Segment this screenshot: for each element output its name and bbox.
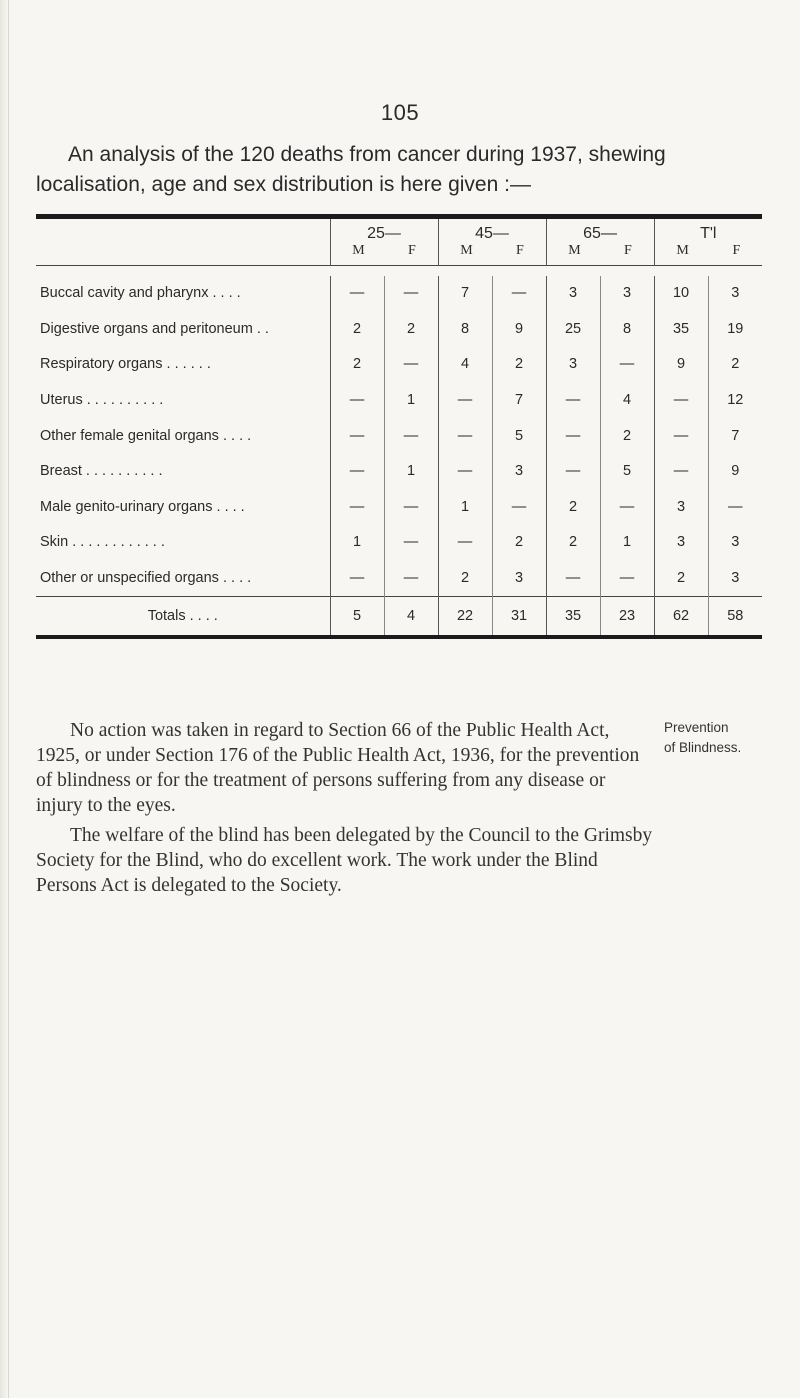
- cell: 12: [708, 382, 762, 418]
- group-header-65: [546, 219, 654, 266]
- group-label: 45—: [475, 225, 509, 242]
- totals-label: Totals . . . .: [147, 607, 218, 624]
- total-cell: 22: [438, 596, 492, 635]
- cell: 2: [438, 560, 492, 596]
- cell: 3: [708, 560, 762, 596]
- page-edge: [0, 0, 9, 1398]
- cell: 35: [654, 311, 708, 347]
- cell: 7: [438, 276, 492, 312]
- cell: —: [600, 347, 654, 383]
- sub-header-f: F: [408, 243, 416, 258]
- cell: —: [384, 347, 438, 383]
- cell: —: [384, 418, 438, 454]
- cell: —: [384, 525, 438, 561]
- cell: —: [438, 525, 492, 561]
- cell: —: [438, 382, 492, 418]
- cell: 3: [546, 347, 600, 383]
- group-header-45: [438, 219, 546, 266]
- cell: —: [492, 489, 546, 525]
- table-row: [36, 276, 762, 312]
- page-number: 105: [380, 100, 420, 125]
- cell: 3: [492, 560, 546, 596]
- table-bottom-rule: [36, 635, 762, 639]
- cell: —: [492, 276, 546, 312]
- table-row: [36, 347, 762, 383]
- cell: —: [546, 382, 600, 418]
- sub-header-f: F: [624, 243, 632, 258]
- cancer-deaths-table: [36, 214, 762, 639]
- cell: —: [330, 418, 384, 454]
- cell: 1: [384, 382, 438, 418]
- table-row: [36, 418, 762, 454]
- cell: —: [546, 418, 600, 454]
- cell: 8: [600, 311, 654, 347]
- intro-paragraph: An analysis of the 120 deaths from cancer during 1937, shewing localisation, age and sex distribution is here given :—: [36, 143, 666, 196]
- row-label: Digestive organs and peritoneum . .: [40, 320, 269, 337]
- group-header-25: [330, 219, 438, 266]
- cell: 4: [438, 347, 492, 383]
- cell: 2: [384, 311, 438, 347]
- total-cell: 35: [546, 596, 600, 635]
- row-label: Breast . . . . . . . . . .: [40, 463, 163, 480]
- row-label: Other or unspecified organs . . . .: [40, 570, 252, 587]
- cell: 3: [654, 489, 708, 525]
- cell: 2: [546, 525, 600, 561]
- cell: 3: [654, 525, 708, 561]
- cell: —: [384, 489, 438, 525]
- cell: —: [546, 453, 600, 489]
- total-cell: 31: [492, 596, 546, 635]
- cell: 9: [708, 453, 762, 489]
- table-row: [36, 382, 762, 418]
- cell: 2: [492, 347, 546, 383]
- cell: 19: [708, 311, 762, 347]
- cell: 7: [708, 418, 762, 454]
- cell: 2: [546, 489, 600, 525]
- sub-header-m: M: [352, 243, 365, 258]
- table-row: [36, 489, 762, 525]
- cell: 5: [600, 453, 654, 489]
- row-label: Skin . . . . . . . . . . . .: [40, 534, 165, 551]
- cell: 25: [546, 311, 600, 347]
- cell: 3: [546, 276, 600, 312]
- group-header-total: [654, 219, 762, 266]
- table-row: [36, 560, 762, 596]
- cell: —: [654, 382, 708, 418]
- cell: 3: [708, 276, 762, 312]
- row-label: Male genito-urinary organs . . . .: [40, 498, 245, 515]
- paragraph-welfare: The welfare of the blind has been delegated by the Council to the Grimsby Society for the Blind, who do excellent work. The work under the Blind Persons Act is delegated to the Society.: [36, 825, 653, 896]
- cell: 2: [330, 311, 384, 347]
- table-row: [36, 453, 762, 489]
- cell: 1: [330, 525, 384, 561]
- row-label: Other female genital organs . . . .: [40, 427, 252, 444]
- group-label: 65—: [583, 225, 617, 242]
- cell: 9: [492, 311, 546, 347]
- cell: 1: [600, 525, 654, 561]
- cell: 8: [438, 311, 492, 347]
- cell: 7: [492, 382, 546, 418]
- cell: 3: [708, 525, 762, 561]
- cell: —: [438, 453, 492, 489]
- cell: 10: [654, 276, 708, 312]
- cell: 2: [708, 347, 762, 383]
- paragraph-prevention: No action was taken in regard to Section 66 of the Public Health Act, 1925, or under Section 176 of the Public Health Act, 1936, for the prevention of blindness or for the treatment of persons suffering from any disease or injury to the eyes.: [36, 720, 640, 816]
- cell: —: [330, 489, 384, 525]
- cell: —: [546, 560, 600, 596]
- row-label: Buccal cavity and pharynx . . . .: [40, 285, 241, 302]
- total-cell: 4: [384, 596, 438, 635]
- sub-header-f: F: [516, 243, 524, 258]
- group-label: 25—: [367, 225, 401, 242]
- cell: 1: [438, 489, 492, 525]
- table-row: [36, 525, 762, 561]
- cell: —: [438, 418, 492, 454]
- sub-header-m: M: [460, 243, 473, 258]
- cell: —: [384, 276, 438, 312]
- cell: —: [330, 560, 384, 596]
- cell: 2: [492, 525, 546, 561]
- sub-header-m: M: [568, 243, 581, 258]
- cell: —: [384, 560, 438, 596]
- margin-note-line: of Blindness.: [664, 740, 742, 755]
- cell: —: [330, 382, 384, 418]
- sub-header-f: F: [732, 243, 741, 258]
- row-label: Respiratory organs . . . . . .: [40, 356, 211, 373]
- cell: 2: [330, 347, 384, 383]
- totals-row: [36, 596, 762, 635]
- cell: —: [708, 489, 762, 525]
- cell: 5: [492, 418, 546, 454]
- margin-note-line: Prevention: [664, 720, 729, 735]
- header-blank-cell: [36, 219, 330, 266]
- cell: —: [654, 453, 708, 489]
- cell: 4: [600, 382, 654, 418]
- cell: —: [330, 453, 384, 489]
- group-label: T'l: [700, 225, 717, 242]
- cell: —: [600, 489, 654, 525]
- cell: 3: [600, 276, 654, 312]
- margin-note: [664, 718, 800, 758]
- cell: 9: [654, 347, 708, 383]
- table-row: [36, 311, 762, 347]
- cell: 1: [384, 453, 438, 489]
- cell: —: [600, 560, 654, 596]
- cell: 3: [492, 453, 546, 489]
- cell: 2: [600, 418, 654, 454]
- sub-header-m: M: [676, 243, 689, 258]
- total-cell: 23: [600, 596, 654, 635]
- cell: —: [330, 276, 384, 312]
- cell: 2: [654, 560, 708, 596]
- total-cell: 58: [708, 596, 762, 635]
- table-header-row: [36, 219, 762, 266]
- cell: —: [654, 418, 708, 454]
- total-cell: 5: [330, 596, 384, 635]
- total-cell: 62: [654, 596, 708, 635]
- row-label: Uterus . . . . . . . . . .: [40, 392, 164, 409]
